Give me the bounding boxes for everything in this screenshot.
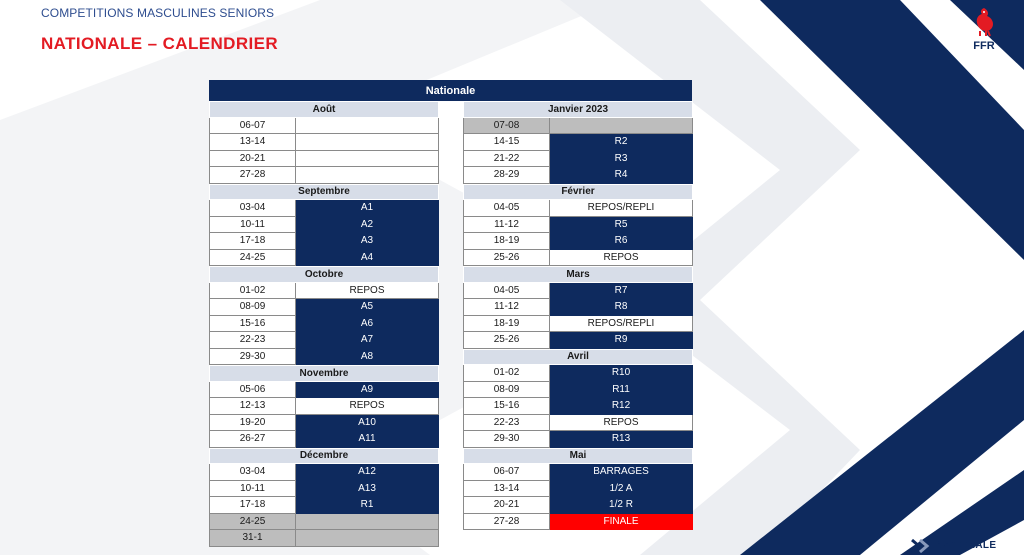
- date-cell: 03-04: [209, 464, 296, 481]
- date-cell: 25-26: [463, 250, 550, 267]
- page-supertitle: COMPETITIONS MASCULINES SENIORS: [41, 6, 275, 20]
- date-cell: 13-14: [463, 481, 550, 498]
- page-title: NATIONALE – CALENDRIER: [41, 34, 279, 53]
- table-row: [463, 167, 693, 184]
- table-row: [209, 398, 439, 415]
- date-cell: 15-16: [209, 316, 296, 333]
- date-cell: 20-21: [463, 497, 550, 514]
- round-cell: REPOS/REPLI: [550, 316, 693, 333]
- month-header: Avril: [463, 349, 693, 366]
- date-cell: 31-1: [209, 530, 296, 547]
- round-cell: REPOS: [296, 398, 439, 415]
- round-cell: R13: [550, 431, 693, 448]
- table-row: [463, 217, 693, 234]
- nationale-logo-text: NATIONALE: [936, 540, 997, 551]
- round-cell: A9: [296, 382, 439, 399]
- date-cell: 08-09: [209, 299, 296, 316]
- round-cell: R12: [550, 398, 693, 415]
- table-row: [463, 398, 693, 415]
- table-row: [463, 200, 693, 217]
- table-row: [209, 415, 439, 432]
- date-cell: 21-22: [463, 151, 550, 168]
- table-row: [463, 118, 693, 135]
- date-cell: 25-26: [463, 332, 550, 349]
- round-cell: A10: [296, 415, 439, 432]
- date-cell: 20-21: [209, 151, 296, 168]
- table-row: [209, 118, 439, 135]
- table-row: [463, 415, 693, 432]
- round-cell: [296, 167, 439, 184]
- date-cell: 10-11: [209, 217, 296, 234]
- table-row: [209, 200, 439, 217]
- round-cell: A2: [296, 217, 439, 234]
- date-cell: 18-19: [463, 233, 550, 250]
- round-cell: A12: [296, 464, 439, 481]
- round-cell: [296, 530, 439, 547]
- round-cell: 1/2 R: [550, 497, 693, 514]
- round-cell: R7: [550, 283, 693, 300]
- table-row: [209, 299, 439, 316]
- round-cell: A11: [296, 431, 439, 448]
- date-cell: 14-15: [463, 134, 550, 151]
- date-cell: 13-14: [209, 134, 296, 151]
- date-cell: 29-30: [463, 431, 550, 448]
- round-cell: A13: [296, 481, 439, 498]
- month-header: Janvier 2023: [463, 101, 693, 118]
- table-row: [209, 134, 439, 151]
- date-cell: 11-12: [463, 217, 550, 234]
- round-cell: R6: [550, 233, 693, 250]
- round-cell: [296, 134, 439, 151]
- round-cell: R10: [550, 365, 693, 382]
- round-cell: A6: [296, 316, 439, 333]
- date-cell: 10-11: [209, 481, 296, 498]
- table-row: [463, 233, 693, 250]
- round-cell: R5: [550, 217, 693, 234]
- round-cell: REPOS: [296, 283, 439, 300]
- round-cell: R1: [296, 497, 439, 514]
- round-cell: A4: [296, 250, 439, 267]
- round-cell: R9: [550, 332, 693, 349]
- nationale-logo: [910, 536, 996, 555]
- round-cell: REPOS/REPLI: [550, 200, 693, 217]
- date-cell: 03-04: [209, 200, 296, 217]
- chevron-icon: [910, 538, 932, 554]
- round-cell: A5: [296, 299, 439, 316]
- round-cell: BARRAGES: [550, 464, 693, 481]
- date-cell: 17-18: [209, 497, 296, 514]
- round-cell: [296, 151, 439, 168]
- table-row: [209, 497, 439, 514]
- table-row: [209, 514, 439, 531]
- month-header: Décembre: [209, 448, 439, 465]
- table-row: [463, 382, 693, 399]
- round-cell: [550, 118, 693, 135]
- date-cell: 11-12: [463, 299, 550, 316]
- table-row: [209, 233, 439, 250]
- date-cell: 05-06: [209, 382, 296, 399]
- table-row: [209, 431, 439, 448]
- calendar-column-left: [209, 101, 439, 547]
- round-cell: R8: [550, 299, 693, 316]
- date-cell: 28-29: [463, 167, 550, 184]
- date-cell: 24-25: [209, 514, 296, 531]
- round-cell: R4: [550, 167, 693, 184]
- table-row: [209, 217, 439, 234]
- round-cell: A8: [296, 349, 439, 366]
- date-cell: 04-05: [463, 283, 550, 300]
- round-cell: A7: [296, 332, 439, 349]
- table-row: [463, 151, 693, 168]
- round-cell: 1/2 A: [550, 481, 693, 498]
- calendar-column-right: [463, 101, 693, 530]
- table-row: [463, 481, 693, 498]
- date-cell: 01-02: [463, 365, 550, 382]
- date-cell: 24-25: [209, 250, 296, 267]
- round-cell: A3: [296, 233, 439, 250]
- month-header: Février: [463, 184, 693, 201]
- table-row: [209, 151, 439, 168]
- table-row: [463, 299, 693, 316]
- date-cell: 19-20: [209, 415, 296, 432]
- round-cell: REPOS: [550, 415, 693, 432]
- ffr-logo-text: FFR: [973, 40, 995, 52]
- table-row: [209, 530, 439, 547]
- round-cell: R2: [550, 134, 693, 151]
- table-row: [209, 332, 439, 349]
- month-header: Novembre: [209, 365, 439, 382]
- date-cell: 04-05: [463, 200, 550, 217]
- table-row: [209, 316, 439, 333]
- month-header: Août: [209, 101, 439, 118]
- date-cell: 08-09: [463, 382, 550, 399]
- table-row: [463, 464, 693, 481]
- date-cell: 01-02: [209, 283, 296, 300]
- month-header: Mai: [463, 448, 693, 465]
- table-row: [209, 382, 439, 399]
- date-cell: 27-28: [463, 514, 550, 531]
- ffr-logo: [962, 6, 1006, 62]
- date-cell: 07-08: [463, 118, 550, 135]
- table-row: [463, 431, 693, 448]
- table-row: [463, 497, 693, 514]
- table-title: Nationale: [209, 80, 692, 101]
- date-cell: 26-27: [209, 431, 296, 448]
- table-row: [463, 250, 693, 267]
- table-row: [463, 332, 693, 349]
- table-row: [209, 349, 439, 366]
- date-cell: 06-07: [209, 118, 296, 135]
- table-row: [463, 514, 693, 531]
- month-header: Septembre: [209, 184, 439, 201]
- date-cell: 15-16: [463, 398, 550, 415]
- table-row: [463, 283, 693, 300]
- table-row: [463, 134, 693, 151]
- table-row: [463, 365, 693, 382]
- round-cell: [296, 118, 439, 135]
- round-cell: REPOS: [550, 250, 693, 267]
- table-row: [209, 481, 439, 498]
- table-row: [209, 464, 439, 481]
- date-cell: 22-23: [209, 332, 296, 349]
- round-cell: [296, 514, 439, 531]
- date-cell: 17-18: [209, 233, 296, 250]
- date-cell: 06-07: [463, 464, 550, 481]
- round-cell: R3: [550, 151, 693, 168]
- round-cell: A1: [296, 200, 439, 217]
- rooster-icon: [971, 6, 997, 38]
- round-cell: R11: [550, 382, 693, 399]
- month-header: Octobre: [209, 266, 439, 283]
- table-row: [463, 316, 693, 333]
- date-cell: 22-23: [463, 415, 550, 432]
- table-row: [209, 250, 439, 267]
- round-cell: FINALE: [550, 514, 693, 531]
- month-header: Mars: [463, 266, 693, 283]
- table-row: [209, 167, 439, 184]
- date-cell: 18-19: [463, 316, 550, 333]
- date-cell: 12-13: [209, 398, 296, 415]
- table-row: [209, 283, 439, 300]
- date-cell: 27-28: [209, 167, 296, 184]
- date-cell: 29-30: [209, 349, 296, 366]
